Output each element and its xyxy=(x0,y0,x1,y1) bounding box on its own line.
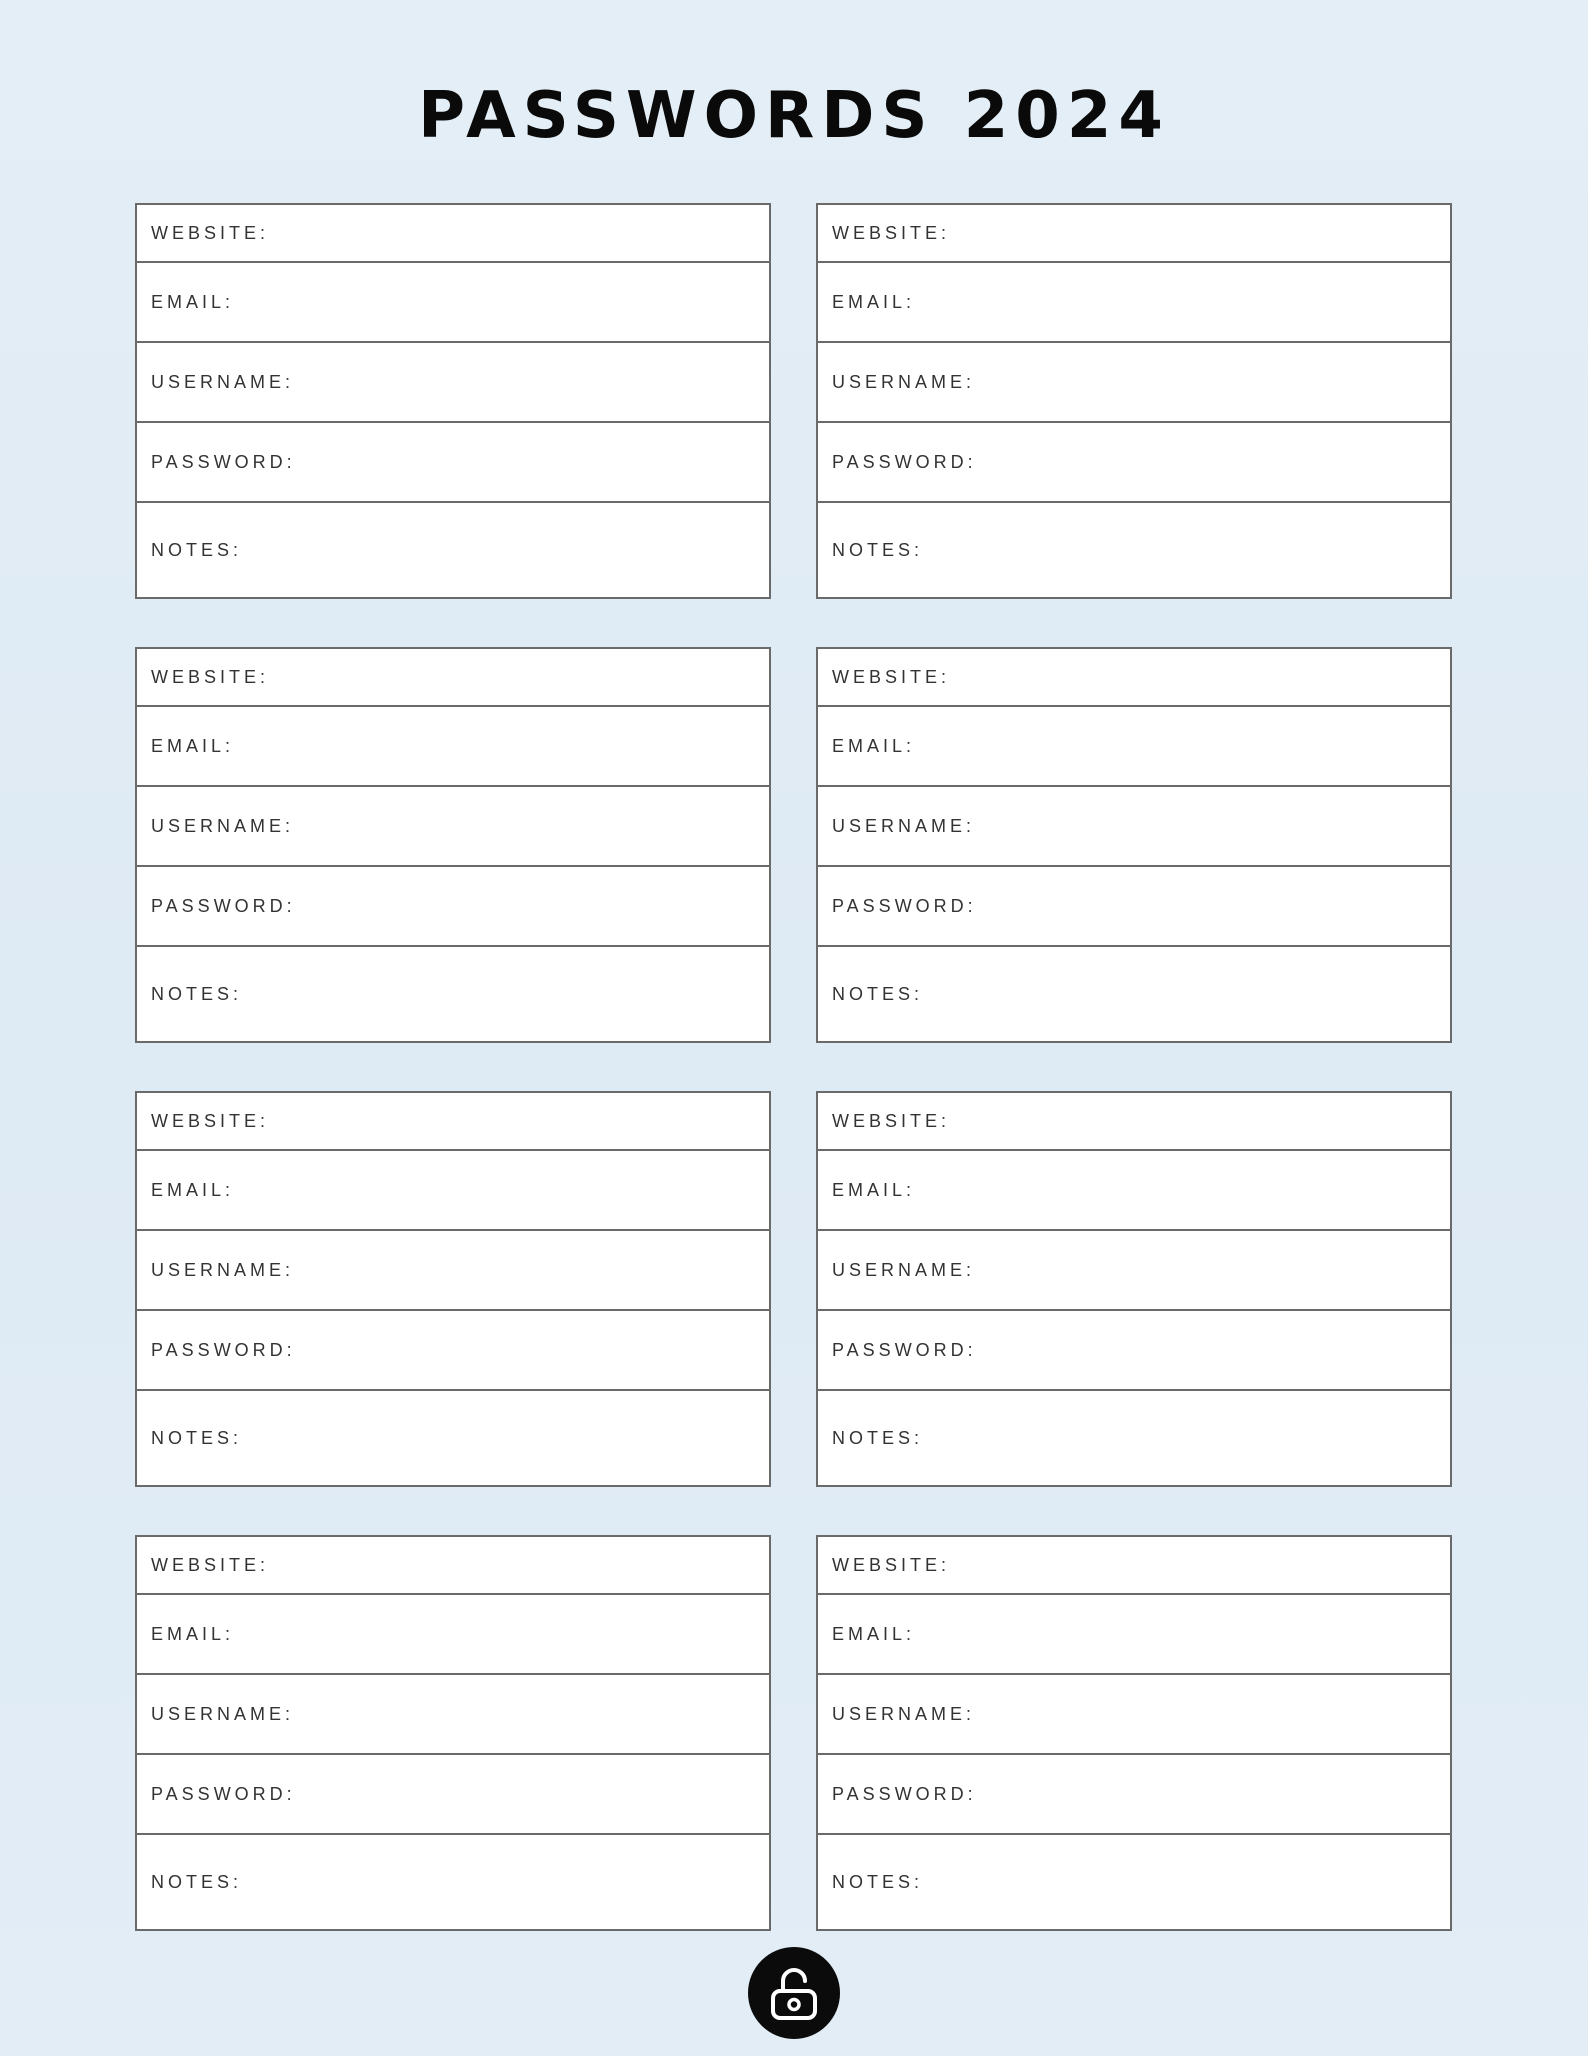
notes-field[interactable] xyxy=(931,516,1440,584)
email-field[interactable] xyxy=(242,1606,759,1663)
password-field[interactable] xyxy=(985,1766,1440,1823)
email-row[interactable] xyxy=(818,263,1450,343)
notes-label: NOTES: xyxy=(832,1871,924,1892)
email-field[interactable] xyxy=(242,1162,759,1219)
password-label: PASSWORD: xyxy=(832,895,977,916)
username-field[interactable] xyxy=(302,354,759,411)
website-label: WEBSITE: xyxy=(151,1554,270,1575)
website-row[interactable] xyxy=(818,649,1450,707)
notes-label: NOTES: xyxy=(151,1427,243,1448)
website-row[interactable] xyxy=(137,205,769,263)
website-label: WEBSITE: xyxy=(151,1110,270,1131)
username-row[interactable] xyxy=(137,343,769,423)
website-label: WEBSITE: xyxy=(832,222,951,243)
password-card xyxy=(135,1535,771,1931)
password-card xyxy=(816,1535,1452,1931)
password-row[interactable] xyxy=(137,423,769,503)
notes-row[interactable] xyxy=(818,947,1450,1041)
username-row[interactable] xyxy=(137,1675,769,1755)
password-row[interactable] xyxy=(818,1755,1450,1835)
website-field[interactable] xyxy=(277,1100,759,1141)
notes-label: NOTES: xyxy=(151,1871,243,1892)
email-field[interactable] xyxy=(242,274,759,331)
notes-row[interactable] xyxy=(137,503,769,597)
notes-field[interactable] xyxy=(250,516,759,584)
notes-field[interactable] xyxy=(250,960,759,1028)
password-field[interactable] xyxy=(304,1766,759,1823)
notes-row[interactable] xyxy=(818,1835,1450,1929)
username-label: USERNAME: xyxy=(151,815,295,836)
website-row[interactable] xyxy=(818,1537,1450,1595)
password-label: PASSWORD: xyxy=(151,895,296,916)
password-card xyxy=(816,647,1452,1043)
username-label: USERNAME: xyxy=(151,1259,295,1280)
password-field[interactable] xyxy=(985,1322,1440,1379)
notes-label: NOTES: xyxy=(151,983,243,1004)
password-row[interactable] xyxy=(137,867,769,947)
website-label: WEBSITE: xyxy=(832,1110,951,1131)
website-field[interactable] xyxy=(277,1544,759,1585)
password-field[interactable] xyxy=(304,1322,759,1379)
website-label: WEBSITE: xyxy=(151,222,270,243)
email-label: EMAIL: xyxy=(832,291,916,312)
email-row[interactable] xyxy=(137,263,769,343)
username-field[interactable] xyxy=(302,1242,759,1299)
username-label: USERNAME: xyxy=(151,371,295,392)
website-label: WEBSITE: xyxy=(832,666,951,687)
password-label: PASSWORD: xyxy=(832,1783,977,1804)
password-row[interactable] xyxy=(137,1755,769,1835)
notes-row[interactable] xyxy=(818,1391,1450,1485)
website-field[interactable] xyxy=(277,656,759,697)
email-label: EMAIL: xyxy=(832,735,916,756)
website-row[interactable] xyxy=(137,1093,769,1151)
username-field[interactable] xyxy=(983,1242,1440,1299)
website-row[interactable] xyxy=(137,1537,769,1595)
notes-row[interactable] xyxy=(137,1391,769,1485)
notes-label: NOTES: xyxy=(832,983,924,1004)
website-field[interactable] xyxy=(958,1544,1440,1585)
email-label: EMAIL: xyxy=(151,1623,235,1644)
website-field[interactable] xyxy=(958,656,1440,697)
password-row[interactable] xyxy=(137,1311,769,1391)
notes-field[interactable] xyxy=(931,960,1440,1028)
email-label: EMAIL: xyxy=(832,1623,916,1644)
email-field[interactable] xyxy=(923,1606,1440,1663)
password-card xyxy=(135,647,771,1043)
email-field[interactable] xyxy=(923,1162,1440,1219)
email-field[interactable] xyxy=(923,274,1440,331)
notes-label: NOTES: xyxy=(151,539,243,560)
password-field[interactable] xyxy=(985,878,1440,935)
notes-field[interactable] xyxy=(250,1404,759,1472)
password-field[interactable] xyxy=(304,434,759,491)
username-label: USERNAME: xyxy=(151,1703,295,1724)
email-row[interactable] xyxy=(137,707,769,787)
password-row[interactable] xyxy=(818,423,1450,503)
email-label: EMAIL: xyxy=(151,1179,235,1200)
password-label: PASSWORD: xyxy=(151,1339,296,1360)
username-field[interactable] xyxy=(983,354,1440,411)
notes-field[interactable] xyxy=(931,1848,1440,1916)
username-row[interactable] xyxy=(818,787,1450,867)
password-card xyxy=(816,1091,1452,1487)
notes-row[interactable] xyxy=(818,503,1450,597)
email-label: EMAIL: xyxy=(151,291,235,312)
username-field[interactable] xyxy=(302,1686,759,1743)
website-row[interactable] xyxy=(818,1093,1450,1151)
email-row[interactable] xyxy=(818,707,1450,787)
username-label: USERNAME: xyxy=(832,1703,976,1724)
password-card xyxy=(135,203,771,599)
password-card xyxy=(135,1091,771,1487)
email-label: EMAIL: xyxy=(832,1179,916,1200)
username-field[interactable] xyxy=(983,798,1440,855)
lock-badge xyxy=(748,1947,840,2039)
password-card xyxy=(816,203,1452,599)
notes-field[interactable] xyxy=(931,1404,1440,1472)
password-label: PASSWORD: xyxy=(151,1783,296,1804)
username-field[interactable] xyxy=(302,798,759,855)
username-row[interactable] xyxy=(818,343,1450,423)
email-row[interactable] xyxy=(818,1595,1450,1675)
username-label: USERNAME: xyxy=(832,371,976,392)
password-label: PASSWORD: xyxy=(151,451,296,472)
unlocked-padlock-icon xyxy=(766,1964,822,2022)
website-field[interactable] xyxy=(958,1100,1440,1141)
email-row[interactable] xyxy=(137,1595,769,1675)
password-row[interactable] xyxy=(818,867,1450,947)
notes-row[interactable] xyxy=(137,1835,769,1929)
website-label: WEBSITE: xyxy=(151,666,270,687)
page-title: PASSWORDS 2024 xyxy=(418,79,1170,153)
username-row[interactable] xyxy=(818,1675,1450,1755)
username-field[interactable] xyxy=(983,1686,1440,1743)
username-row[interactable] xyxy=(137,787,769,867)
website-row[interactable] xyxy=(818,205,1450,263)
password-label: PASSWORD: xyxy=(832,451,977,472)
username-label: USERNAME: xyxy=(832,1259,976,1280)
username-label: USERNAME: xyxy=(832,815,976,836)
website-field[interactable] xyxy=(277,212,759,253)
password-label: PASSWORD: xyxy=(832,1339,977,1360)
email-row[interactable] xyxy=(137,1151,769,1231)
username-row[interactable] xyxy=(137,1231,769,1311)
email-field[interactable] xyxy=(923,718,1440,775)
website-label: WEBSITE: xyxy=(832,1554,951,1575)
password-field[interactable] xyxy=(304,878,759,935)
password-field[interactable] xyxy=(985,434,1440,491)
email-row[interactable] xyxy=(818,1151,1450,1231)
website-field[interactable] xyxy=(958,212,1440,253)
notes-label: NOTES: xyxy=(832,1427,924,1448)
username-row[interactable] xyxy=(818,1231,1450,1311)
email-label: EMAIL: xyxy=(151,735,235,756)
password-row[interactable] xyxy=(818,1311,1450,1391)
email-field[interactable] xyxy=(242,718,759,775)
notes-row[interactable] xyxy=(137,947,769,1041)
notes-field[interactable] xyxy=(250,1848,759,1916)
website-row[interactable] xyxy=(137,649,769,707)
notes-label: NOTES: xyxy=(832,539,924,560)
